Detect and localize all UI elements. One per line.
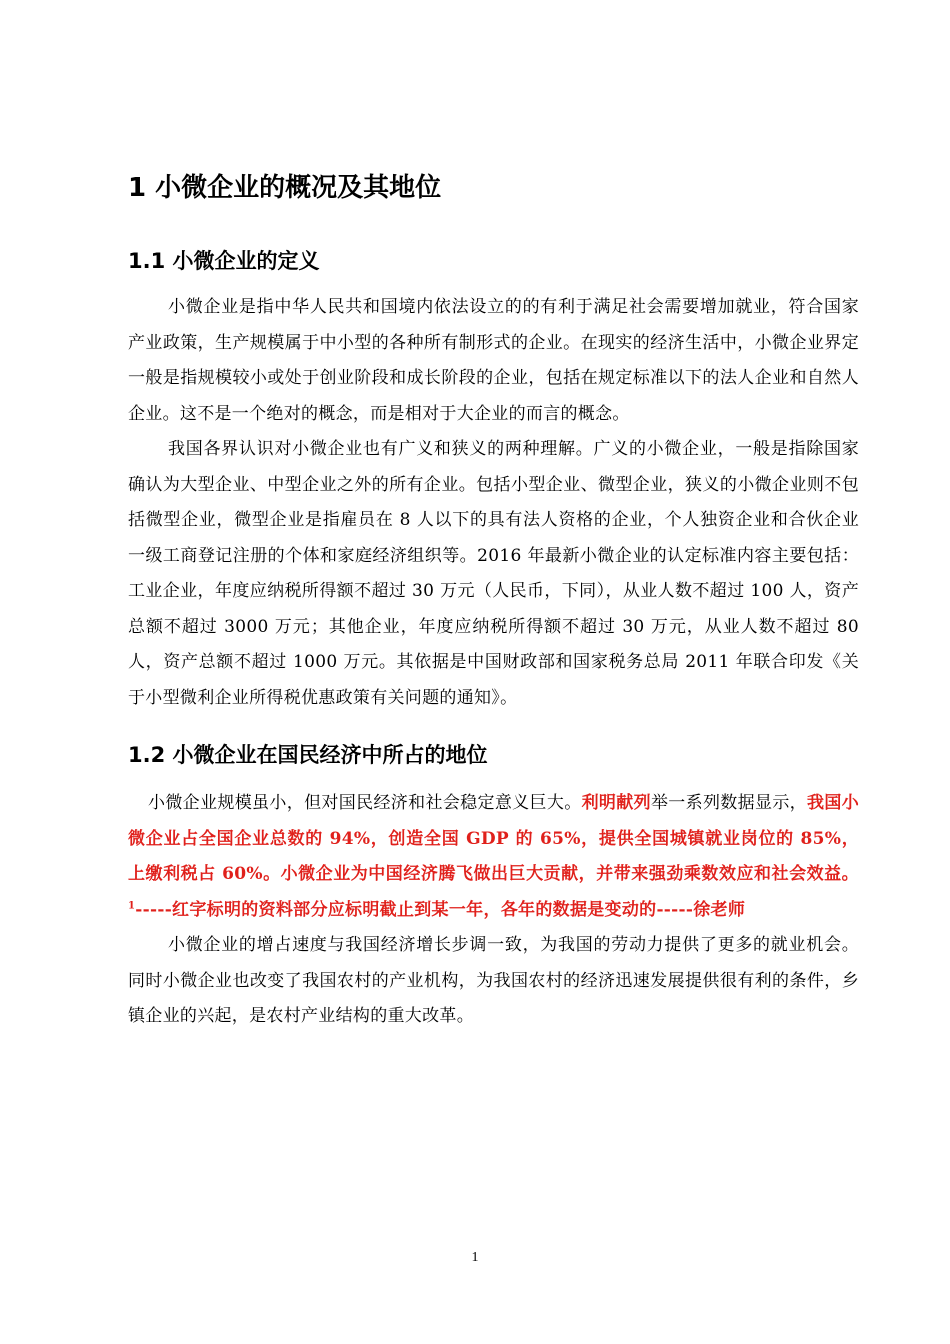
section-heading-1-2: 1.2 小微企业在国民经济中所占的地位: [128, 743, 488, 767]
paragraph-employment: 小微企业的增占速度与我国经济增长步调一致，为我国的劳动力提供了更多的就业机会。同时小微企业也改变了我国农村的产业机构，为我国农村的经济迅速发展提供很有利的条件，乡镇企业的兴起，是农村产业结构的重大改革。: [128, 935, 859, 1026]
page-number: 1: [471, 1250, 479, 1265]
highlighted-statistics: 我国小微企业占全国企业总数的 94%，创造全国 GDP 的 65%，提供全国城镇就业岗位的 85%，上缴利税占 60%。小微企业为中国经济腾飞做出巨大贡献，并带来强劲乘数效应和社会效益。: [128, 793, 860, 884]
reviewer-comment: -----红字标明的资料部分应标明截止到某一年，各年的数据是变动的-----徐老师: [135, 899, 746, 920]
paragraph-status-data: [128, 786, 859, 928]
chapter-heading: 1 小微企业的概况及其地位: [128, 173, 442, 203]
status-lead-text: 小微企业规模虽小，但对国民经济和社会稳定意义巨大。: [148, 793, 582, 813]
status-mid-text: 举一系列数据显示，: [650, 793, 808, 813]
cited-author-name: 利明献列: [581, 793, 651, 813]
page-content: [128, 168, 859, 1035]
footnote-marker[interactable]: 1: [128, 899, 136, 911]
paragraph-broad-narrow: 我国各界认识对小微企业也有广义和狭义的两种理解。广义的小微企业，一般是指除国家确认为大型企业、中型企业之外的所有企业。包括小型企业、微型企业，狭义的小微企业则不包括微型企业，微型企业是指雇员在 8 人以下的具有法人资格的企业，个人独资企业和合伙企业一级工商登记注册的个体和家庭经济组织等。2016 年最新小微企业的认定标准内容主要包括：工业企业，年度应纳税所得额不超过 30 万元（人民币，下同），从业人数不超过 100 人，资产总额不超过 3000 万元；其他企业，年度应纳税所得额不超过 30 万元，从业人数不超过 80 人，资产总额不超过 1000 万元。其依据是中国财政部和国家税务总局 2011 年联合印发《关于小型微利企业所得税优惠政策有关问题的通知》。: [128, 439, 859, 708]
paragraph-definition: 小微企业是指中华人民共和国境内依法设立的的有利于满足社会需要增加就业，符合国家产业政策，生产规模属于中小型的各种所有制形式的企业。在现实的经济生活中，小微企业界定一般是指规模较小或处于创业阶段和成长阶段的企业，包括在规定标准以下的法人企业和自然人企业。这不是一个绝对的概念，而是相对于大企业的而言的概念。: [128, 297, 859, 424]
section-heading-1-1: 1.1 小微企业的定义: [128, 249, 320, 273]
